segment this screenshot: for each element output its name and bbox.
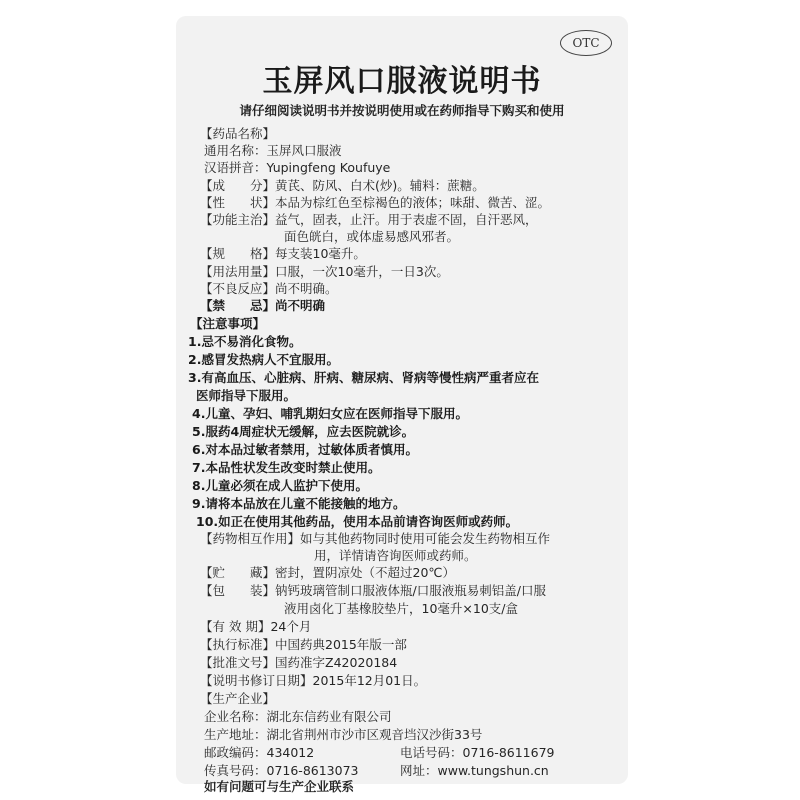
interactions-line2: 用，详情请咨询医师或药师。: [314, 548, 477, 563]
adverse-value: 尚不明确。: [275, 281, 338, 296]
interactions-line1: 如与其他药物同时使用可能会发生药物相互作: [300, 531, 551, 546]
approval-value: 国药准字Z42020184: [275, 655, 398, 670]
document-title: 玉屏风口服液说明书: [262, 64, 542, 99]
revision-label: 【说明书修订日期】: [200, 673, 313, 688]
precaution-item: 6.对本品过敏者禁用，过敏体质者慎用。: [192, 442, 418, 457]
precaution-item: 2.感冒发热病人不宜服用。: [188, 352, 339, 367]
spec-value: 每支装10毫升。: [275, 246, 366, 261]
appearance-row: [200, 195, 550, 211]
interactions-row: [200, 531, 550, 547]
precaution-item-continued: 医师指导下服用。: [196, 388, 297, 403]
precaution-item: 5.服药4周症状无缓解，应去医院就诊。: [192, 424, 415, 439]
document-subtitle: 请仔细阅读说明书并按说明使用或在药师指导下购买和使用: [239, 103, 565, 118]
indications-line1: 益气，固表，止汗。用于表虚不固，自汗恶风，: [275, 212, 538, 227]
validity-row: [200, 619, 311, 635]
dosage-label: 【用法用量】: [200, 264, 276, 279]
storage-label: 【贮 藏】: [200, 565, 276, 580]
spec-label: 【规 格】: [200, 246, 276, 261]
validity-label: 【有 效 期】: [200, 619, 271, 634]
company-website: 网址：www.tungshun.cn: [400, 763, 549, 778]
precautions-label: 【注意事项】: [190, 316, 266, 331]
dosage-row: [200, 264, 449, 280]
ingredients-label: 【成 分】: [200, 178, 276, 193]
company-fax: 传真号码：0716-8613073: [204, 763, 359, 778]
spec-row: [200, 246, 366, 262]
revision-value: 2015年12月01日。: [312, 673, 427, 688]
approval-row: [200, 655, 397, 671]
storage-row: [200, 565, 455, 581]
company-phone: 电话号码：0716-8611679: [400, 745, 555, 760]
precaution-item: 10.如正在使用其他药品，使用本品前请咨询医师或药师。: [196, 514, 519, 529]
footer-note: 如有问题可与生产企业联系: [204, 779, 355, 794]
pinyin-name: 汉语拼音：Yupingfeng Koufuye: [204, 160, 391, 175]
dosage-value: 口服，一次10毫升，一日3次。: [275, 264, 449, 279]
precaution-item: 1.忌不易消化食物。: [188, 334, 302, 349]
contraindications-value: 尚不明确: [275, 298, 326, 313]
contraindications-row: [200, 298, 325, 314]
otc-badge: OTC: [560, 30, 612, 56]
generic-name: 通用名称：玉屏风口服液: [204, 143, 342, 158]
precaution-item: 9.请将本品放在儿童不能接触的地方。: [192, 496, 406, 511]
adverse-label: 【不良反应】: [200, 281, 276, 296]
package-line1: 钠钙玻璃管制口服液体瓶/口服液瓶易刺铝盖/口服: [275, 583, 546, 598]
ingredients-value: 黄芪、防风、白术(炒)。辅料：蔗糖。: [275, 178, 485, 193]
company-postcode: 邮政编码：434012: [204, 745, 315, 760]
standard-value: 中国药典2015年版一部: [275, 637, 407, 652]
manufacturer-label: 【生产企业】: [200, 691, 276, 706]
precaution-item: 8.儿童必须在成人监护下使用。: [192, 478, 368, 493]
contraindications-label: 【禁 忌】: [200, 298, 276, 313]
indications-label: 【功能主治】: [200, 212, 276, 227]
company-address: 生产地址：湖北省荆州市沙市区观音垱汉沙街33号: [204, 727, 483, 742]
drug-name-label: 【药品名称】: [200, 126, 276, 141]
package-label: 【包 装】: [200, 583, 276, 598]
precaution-item: 3.有高血压、心脏病、肝病、糖尿病、肾病等慢性病严重者应在: [188, 370, 539, 385]
precaution-item: 4.儿童、孕妇、哺乳期妇女应在医师指导下服用。: [192, 406, 468, 421]
storage-value: 密封，置阴凉处（不超过20℃）: [275, 565, 455, 580]
company-name: 企业名称：湖北东信药业有限公司: [204, 709, 392, 724]
package-row: [200, 583, 546, 599]
standard-label: 【执行标准】: [200, 637, 276, 652]
package-line2: 液用卤化丁基橡胶垫片，10毫升×10支/盒: [284, 601, 518, 616]
ingredients-row: [200, 178, 485, 194]
adverse-row: [200, 281, 338, 297]
appearance-label: 【性 状】: [200, 195, 276, 210]
precaution-item: 7.本品性状发生改变时禁止使用。: [192, 460, 381, 475]
standard-row: [200, 637, 407, 653]
appearance-value: 本品为棕红色至棕褐色的液体；味甜、微苦、涩。: [275, 195, 551, 210]
indications-row: [200, 212, 538, 228]
indications-line2: 面色㿠白，或体虚易感风邪者。: [284, 229, 460, 244]
revision-row: [200, 673, 426, 689]
interactions-label: 【药物相互作用】: [200, 531, 301, 546]
approval-label: 【批准文号】: [200, 655, 276, 670]
validity-value: 24个月: [270, 619, 312, 634]
